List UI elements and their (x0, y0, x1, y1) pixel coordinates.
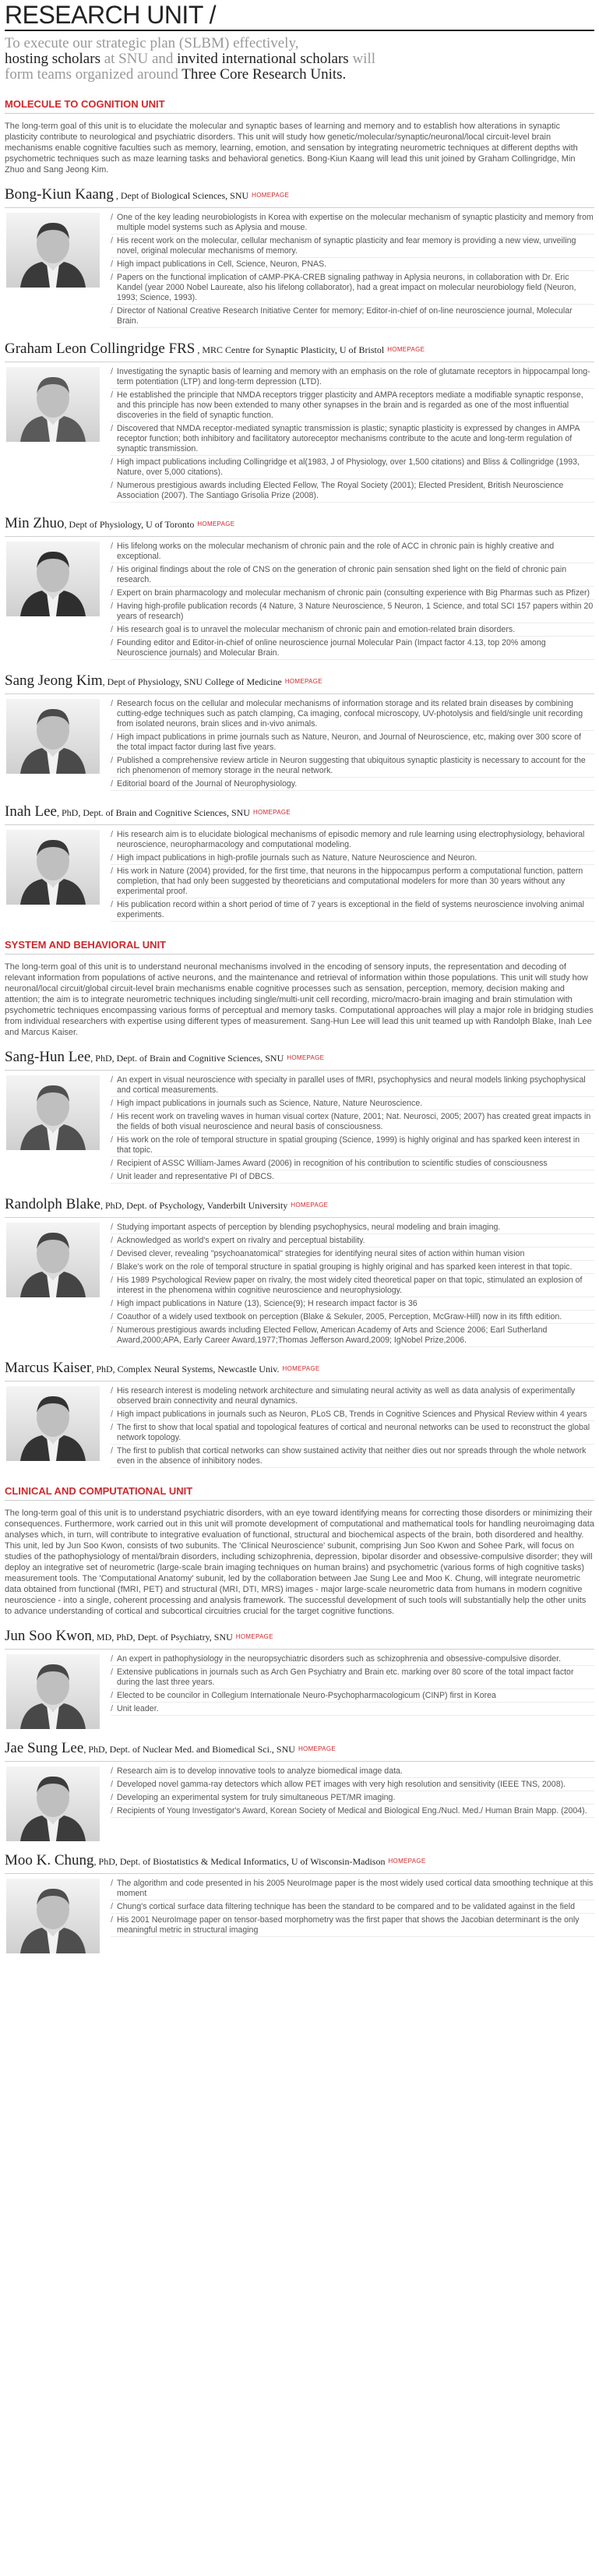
highlight-item: / Studying important aspects of perception by blending psychophysics, neural modeling and brain imaging. (111, 1223, 594, 1234)
researcher-name: Jae Sung Lee (5, 1740, 84, 1756)
highlight-item: / His work in Nature (2004) provided, for the first time, that neurons in the hippocampus perform a computational function, pattern completion, that had only been suggested by theoreticians and computational modelers for more than 30 years without any experimental proof. (111, 866, 594, 898)
highlight-item: / His recent work on the molecular, cellular mechanism of synaptic plasticity and fear memory is providing a new view, unveiling novel, original molecular mechanisms of memory. (111, 236, 594, 258)
highlight-item: / An expert in visual neuroscience with specialty in parallel uses of fMRI, psychophysics and neural models linking psychophysical and cortical measurements. (111, 1075, 594, 1097)
researcher-divider (5, 1070, 594, 1071)
researcher-affiliation: , PhD, Dept. of Psychology, Vanderbilt University (100, 1200, 288, 1211)
highlight-item: / Unit leader. (111, 1704, 594, 1716)
highlight-item: / Investigating the synaptic basis of learning and memory with an emphasis on the role of glutamate receptors in hippocampal long-term potentiation (LTP) and long-term depression (LTD). (111, 367, 594, 389)
researcher-photo (6, 213, 100, 288)
highlight-item: / An expert in pathophysiology in the neuropsychiatric disorders such as schizophrenia and obsessive-compulsive disorder. (111, 1654, 594, 1666)
intro-form-teams: form teams organized around (5, 66, 182, 83)
section-description: The long-term goal of this unit is to elucidate the molecular and synaptic bases of learning and memory and to establish how alterations in synaptic plasticity contribute to neurological and psychiatric disorders. This unit will study how genetic/molecular/synaptic/neuronal/local circuit-level brain mechanisms enable cognitive faculties such as memory, learning, emotion, and sensation by integrating neurometric techniques at different depths with psychometric techniques such as maze learning tasks and behavioral genetics. Bong-Kiun Kaang will lead this unit joined by Graham Collingridge, Min Zhuo and Sang Jeong Kim. (5, 122, 578, 175)
highlight-item: / His 2001 NeuroImage paper on tensor-based morphometry was the first paper that shows the Jacobian determinant is the only meaningful metric in structural imaging (111, 1915, 594, 1937)
highlight-item: / High impact publications in Cell, Science, Neuron, PNAS. (111, 259, 594, 271)
highlight-item: / Developing an experimental system for truly simultaneous PET/MR imaging. (111, 1793, 594, 1805)
researcher-name: Moo K. Chung (5, 1852, 94, 1868)
researcher-header (5, 341, 594, 358)
researcher-body (5, 1766, 594, 1841)
researcher-body (5, 1654, 594, 1729)
highlight-item: / His research goal is to unravel the molecular mechanism of chronic pain and emotion-related brain disorders. (111, 625, 594, 637)
highlight-item: / Research aim is to develop innovative tools to analyze biomedical image data. (111, 1766, 594, 1778)
researcher-affiliation: , Dept of Physiology, SNU College of Medicine (102, 676, 282, 687)
section-divider (5, 1500, 594, 1501)
researcher-card (5, 515, 594, 662)
researcher-card (5, 1049, 594, 1185)
section-title: CLINICAL AND COMPUTATIONAL UNIT (5, 1485, 193, 1497)
homepage-link[interactable]: HOMEPAGE (291, 1202, 329, 1209)
homepage-link[interactable]: HOMEPAGE (287, 1054, 325, 1061)
researcher-card (5, 186, 594, 330)
researcher-body (5, 699, 594, 792)
highlight-item: / Discovered that NMDA receptor-mediated synaptic transmission is plastic; synaptic plasticity is expressed by changes in AMPA receptor function; both inhibitory and facilitatory autoreceptor mechanisms contribute to the acute and long-term regulation of synaptic transmission. (111, 424, 594, 456)
researcher-name: Randolph Blake (5, 1196, 100, 1212)
highlight-item: / The algorithm and code presented in his 2005 NeuroImage paper is the most widely used cortical data smoothing technique at this moment (111, 1879, 594, 1900)
researcher-header (5, 1628, 594, 1646)
researcher-highlights (111, 1879, 594, 1953)
homepage-link[interactable]: HOMEPAGE (252, 809, 291, 816)
researcher-highlights (111, 1223, 594, 1349)
researcher-header (5, 186, 594, 204)
homepage-link[interactable]: HOMEPAGE (284, 678, 322, 685)
highlight-item: / Coauthor of a widely used textbook on perception (Blake & Sekuler, 2005, Perception, McGraw-Hill) now in its fifth edition. (111, 1312, 594, 1324)
highlight-item: / Numerous prestigious awards including Elected Fellow, The Royal Society (2001); Elected President, British Neuroscience Association (2007). The Santiago Grisolia Prize (2008). (111, 481, 594, 503)
researcher-card (5, 1740, 594, 1841)
highlight-item: / Devised clever, revealing "psychoanatomical" strategies for identifying neural sites of action within human vision (111, 1249, 594, 1261)
researcher-affiliation: , PhD, Dept. of Brain and Cognitive Sciences, SNU (56, 807, 250, 818)
homepage-link[interactable]: HOMEPAGE (197, 520, 235, 528)
researcher-divider (5, 693, 594, 694)
highlight-item: / Founding editor and Editor-in-chief of online neuroscience journal Molecular Pain (Impact factor 4.13, top 20% among Neuroscience journals) and Molecular Brain. (111, 638, 594, 660)
researcher-affiliation: , Dept of Biological Sciences, SNU (113, 190, 249, 201)
homepage-link[interactable]: HOMEPAGE (387, 346, 425, 353)
researcher-photo (6, 1879, 100, 1953)
highlight-item: / One of the key leading neurobiologists in Korea with expertise on the molecular mechanism of synaptic plasticity and memory from multiple model systems such as Aplysia and mouse. (111, 213, 594, 235)
intro-hosting-scholars: hosting scholars (5, 51, 100, 67)
highlight-item: / Developed novel gamma-ray detectors which allow PET images with very high resolution and sensitivity (IEEE TNS, 2008). (111, 1780, 594, 1791)
researcher-card (5, 1196, 594, 1349)
researcher-divider (5, 536, 594, 537)
highlight-item: / Numerous prestigious awards including Elected Fellow, American Academy of Arts and Science 2006; Earl Sutherland Award,2000;APA, Early Career Award,1977;Thomas Jefferson Award,2009; IgNobel Prize,2006. (111, 1325, 594, 1347)
researcher-divider (5, 824, 594, 825)
highlight-item: / The first to publish that cortical networks can show sustained activity that neither dies out nor spreads through the whole network even in the absence of inhibitory nodes. (111, 1446, 594, 1468)
intro-text (5, 36, 594, 83)
researcher-name: Inah Lee (5, 803, 57, 820)
highlight-item: / Chung's cortical surface data filtering technique has been the standard to be compared and to be validated against in the field (111, 1902, 594, 1914)
researcher-header (5, 1740, 594, 1758)
researcher-photo (6, 1223, 100, 1297)
homepage-link[interactable]: HOMEPAGE (235, 1633, 273, 1640)
highlight-item: / Director of National Creative Research Initiative Center for memory; Editor-in-chief of on-line neuroscience journal, Molecular Brain. (111, 306, 594, 328)
highlight-item: / Having high-profile publication records (4 Nature, 3 Nature Neuroscience, 5 Neuron, 1 Science, and total SCI 157 papers within 20 years of research) (111, 602, 594, 623)
researcher-body (5, 830, 594, 923)
highlight-item: / Elected to be councilor in Collegium Internationale Neuro-Psychopharmacologicum (CINP) first in Korea (111, 1691, 594, 1703)
intro-at-snu: at SNU and (100, 51, 178, 67)
highlight-item: / His research interest is modeling network architecture and simulating neural activity as well as data analysis of experimentally observed brain connectivity and neural dynamics. (111, 1386, 594, 1408)
intro-three-units: Three Core Research Units. (181, 66, 347, 83)
highlight-item: / High impact publications in journals such as Science, Nature, Nature Neuroscience. (111, 1099, 594, 1110)
title-divider (5, 30, 594, 31)
researcher-divider (5, 1381, 594, 1382)
highlight-item: / His work on the role of temporal structure in spatial grouping (Science, 1999) is highly original and has sparked keen interest in that topic. (111, 1135, 594, 1157)
highlight-item: / His publication record within a short period of time of 7 years is exceptional in the field of systems neuroscience involving animal experiments. (111, 900, 594, 922)
researcher-highlights (111, 367, 594, 504)
highlight-item: / High impact publications including Collingridge et al(1983, J of Physiology, over 1,500 citations) and Bliss & Collingridge (1993, Nature, over 5,000 citations). (111, 457, 594, 479)
intro-line-1: To execute our strategic plan (SLBM) effectively, (5, 35, 299, 51)
homepage-link[interactable]: HOMEPAGE (298, 1745, 336, 1752)
researcher-card (5, 803, 594, 923)
researcher-highlights (111, 1386, 594, 1470)
homepage-link[interactable]: HOMEPAGE (282, 1365, 320, 1372)
highlight-item: / He established the principle that NMDA receptors trigger plasticity and AMPA receptors mediate a modifiable synaptic response, and this principle has now been extended to many other synapses in the brain and is regarded as one of the most influential discoveries in the field of synaptic function. (111, 390, 594, 422)
research-units (5, 98, 594, 1953)
researcher-divider (5, 207, 594, 208)
highlight-item: / Papers on the functional implication of cAMP-PKA-CREB signaling pathway in Aplysia neurons, in collaboration with Dr. Eric Kandel (year 2000 Nobel Laureate, also his lifelong collaborator), had a great impact on molecular neurobiology field (Neuron, 1993; Science, 1993). (111, 273, 594, 305)
highlight-item: / Recipients of Young Investigator's Award, Korean Society of Medical and Biological Eng./Nucl. Med./ Human Brain Mapp. (2004). (111, 1806, 594, 1818)
researcher-header (5, 1360, 594, 1378)
researcher-divider (5, 1761, 594, 1762)
researcher-photo (6, 1766, 100, 1841)
researcher-photo (6, 1386, 100, 1461)
section-divider (5, 113, 594, 114)
highlight-item: / Expert on brain pharmacology and molecular mechanism of chronic pain (consulting experience with Big Pharmas such as Pfizer) (111, 588, 594, 600)
researcher-header (5, 803, 594, 821)
researcher-affiliation: , PhD, Dept. of Nuclear Med. and Biomedical Sci., SNU (83, 1744, 295, 1755)
researcher-affiliation: , Dept of Physiology, U of Toronto (64, 519, 195, 530)
highlight-item: / Extensive publications in journals such as Arch Gen Psychiatry and Brain etc. marking over 80 score of the total impact factor during the last three years. (111, 1667, 594, 1689)
highlight-item: / His lifelong works on the molecular mechanism of chronic pain and the role of ACC in chronic pain is highly creative and exceptional. (111, 542, 594, 563)
researcher-header (5, 515, 594, 533)
highlight-item: / Blake's work on the role of temporal structure in spatial grouping is highly original and has sparked keen interest in that topic. (111, 1262, 594, 1274)
highlight-item: / His recent work on traveling waves in human visual cortex (Nature, 2001; Nat. Neurosci, 2005; 2007) has created great impacts in the fields of both visual neuroscience and neural basis of consciousness. (111, 1112, 594, 1134)
researcher-affiliation: , MD, PhD, Dept. of Psychiatry, SNU (91, 1632, 233, 1643)
researcher-name: Marcus Kaiser (5, 1360, 92, 1376)
researcher-affiliation: , MRC Centre for Synaptic Plasticity, U of Bristol (195, 344, 385, 355)
researcher-highlights (111, 213, 594, 330)
researcher-highlights (111, 1075, 594, 1185)
homepage-link[interactable]: HOMEPAGE (388, 1858, 426, 1865)
researcher-card (5, 341, 594, 504)
researcher-header (5, 672, 594, 690)
page-title: RESEARCH UNIT / (5, 1, 217, 29)
researcher-body (5, 367, 594, 504)
researcher-name: Graham Leon Collingridge FRS (5, 341, 196, 357)
researcher-body (5, 1075, 594, 1185)
researcher-affiliation: , PhD, Complex Neural Systems, Newcastle Univ. (91, 1364, 280, 1374)
researcher-divider (5, 1217, 594, 1218)
researcher-photo (6, 367, 100, 442)
highlight-item: / Unit leader and representative PI of DBCS. (111, 1172, 594, 1184)
highlight-item: / His original findings about the role of CNS on the generation of chronic pain sensation shed light on the field of chronic pain research. (111, 565, 594, 587)
researcher-body (5, 542, 594, 662)
highlight-item: / High impact publications in prime journals such as Nature, Neuron, and Journal of Neuroscience, etc, making over 300 score of the total impact factor during last five years. (111, 732, 594, 754)
researcher-highlights (111, 699, 594, 792)
highlight-item: / Acknowledged as world's expert on rivalry and perceptual bistability. (111, 1236, 594, 1247)
section-divider (5, 954, 594, 955)
researcher-photo (6, 1075, 100, 1150)
homepage-link[interactable]: HOMEPAGE (252, 192, 290, 199)
section-description: The long-term goal of this unit is to understand psychiatric disorders, with an eye toward identifying means for correcting those disorders or minimizing their consequences. Furthermore, work carried out in this unit will promote development of computational and mathematical tools for handling neuroimaging data analyses which, in turn, will contribute to integrative evaluation of functional, structural and biochemical aspects of the brain, both disordered and healthy. This unit, led by Jun Soo Kwon, consists of two subunits. The 'Clinical Neuroscience' subunit, comprising Jun Soo Kwon and Sohee Park, will focus on studies of the pathophysiology of mental/brain disorders, including schizophrenia, depression, bipolar disorder and obsessive-compulsive disorder; they will deploy an integrative set of neurometric (large-scale brain imaging techniques on human brains) and psychometric (various forms of high cognitive tasks) measurement tools. The 'Computational Anatomy' subunit, led by the collaboration between Jae Sung Lee and Moo K. Chung, will integrate neurometric data obtained from functional (fMRI, PET) and structural (MRI, DTI, MRS) images - major large-scale neurometric data from humans in modern cognitive neuroscience - into a single, coherent processing and analysis framework. The successful development of such tools will substantially help the other units to advance understanding of cortical and subcortical circuitries crucial for the target cognitive functions. (5, 1509, 594, 1616)
researcher-divider (5, 1873, 594, 1874)
researcher-photo (6, 699, 100, 774)
section-title: SYSTEM AND BEHAVIORAL UNIT (5, 939, 167, 951)
researcher-name: Jun Soo Kwon (5, 1628, 92, 1644)
section-description: The long-term goal of this unit is to understand neuronal mechanisms involved in the encoding of sensory inputs, the representation and decoding of relevant information from populations of active neurons, and the maintenance and retrieval of information within those populations. This unit will study how neuronal/local circuit/global circuit-level brain mechanisms enable cognitive processes such as sensation, perception, memory, decision making and attention; the aim is to integrate neurometric techniques including single/multi-unit cell recording, micro/macro-brain imaging and brain stimulation with psychometric techniques encompassing various forms of perceptual and memory tasks. Computational approaches will play a major role in bridging studies from individual researchers with expertise using different types of measurement. Sang-Hun Lee will lead this unit teamed up with Randolph Blake, Inah Lee and Marcus Kaiser. (5, 962, 594, 1037)
highlight-item: / His research aim is to elucidate biological mechanisms of episodic memory and rule learning using electrophysiology, behavioral neuroscience, neuropharmacology and computational modeling. (111, 830, 594, 852)
researcher-card (5, 1360, 594, 1470)
researcher-highlights (111, 830, 594, 923)
researcher-highlights (111, 1766, 594, 1841)
researcher-photo (6, 1654, 100, 1729)
researcher-affiliation: , PhD, Dept. of Biostatistics & Medical Informatics, U of Wisconsin-Madison (93, 1856, 386, 1867)
intro-line-2 (5, 51, 594, 67)
researcher-header (5, 1196, 594, 1214)
researcher-header (5, 1852, 594, 1870)
researcher-card (5, 672, 594, 792)
highlight-item: / The first to show that local spatial and topological features of cortical and neuronal networks can be used to reconstruct the global network topology. (111, 1423, 594, 1445)
section-title: MOLECULE TO COGNITION UNIT (5, 98, 165, 110)
researcher-highlights (111, 542, 594, 662)
highlight-item: / High impact publications in high-profile journals such as Nature, Nature Neuroscience and Neuron. (111, 853, 594, 865)
researcher-photo (6, 830, 100, 905)
highlight-item: / His 1989 Psychological Review paper on rivalry, the most widely cited theoretical paper on that topic, stimulated an explosion of interest in the phenomena within cognitive neuroscience and neurophysiology. (111, 1276, 594, 1297)
researcher-name: Sang Jeong Kim (5, 672, 103, 689)
researcher-affiliation: , PhD, Dept. of Brain and Cognitive Sciences, SNU (90, 1053, 284, 1064)
researcher-photo (6, 542, 100, 616)
intro-will: will (348, 51, 375, 67)
researcher-body (5, 213, 594, 330)
highlight-item: / Recipient of ASSC William-James Award (2006) in recognition of his contribution to scientific studies of consciousness (111, 1159, 594, 1170)
researcher-divider (5, 1649, 594, 1650)
intro-invited-scholars: invited international scholars (177, 51, 349, 67)
researcher-highlights (111, 1654, 594, 1729)
researcher-body (5, 1223, 594, 1349)
researcher-card (5, 1852, 594, 1953)
highlight-item: / Editorial board of the Journal of Neurophysiology. (111, 779, 594, 791)
highlight-item: / High impact publications in Nature (13), Science(9); H research impact factor is 36 (111, 1299, 594, 1311)
highlight-item: / High impact publications in journals such as Neuron, PLoS CB, Trends in Cognitive Sciences and Physical Review within 4 years (111, 1410, 594, 1421)
highlight-item: / Published a comprehensive review article in Neuron suggesting that ubiquitous synaptic plasticity is necessary to account for the rich phenomenon of memory storage in the neural network. (111, 756, 594, 778)
researcher-name: Min Zhuo (5, 515, 65, 531)
researcher-body (5, 1386, 594, 1470)
highlight-item: / Research focus on the cellular and molecular mechanisms of information storage and its related brain diseases by combining cutting-edge techniques such as patch clamping, Ca imaging, confocal microscopy, UV-photolysis and field/single unit recording from isolated neurons, brain slices and in-vivo animals. (111, 699, 594, 731)
researcher-card (5, 1628, 594, 1729)
researcher-header (5, 1049, 594, 1067)
intro-line-3 (5, 67, 594, 83)
researcher-name: Bong-Kiun Kaang (5, 186, 114, 203)
researcher-body (5, 1879, 594, 1953)
researcher-name: Sang-Hun Lee (5, 1049, 91, 1065)
